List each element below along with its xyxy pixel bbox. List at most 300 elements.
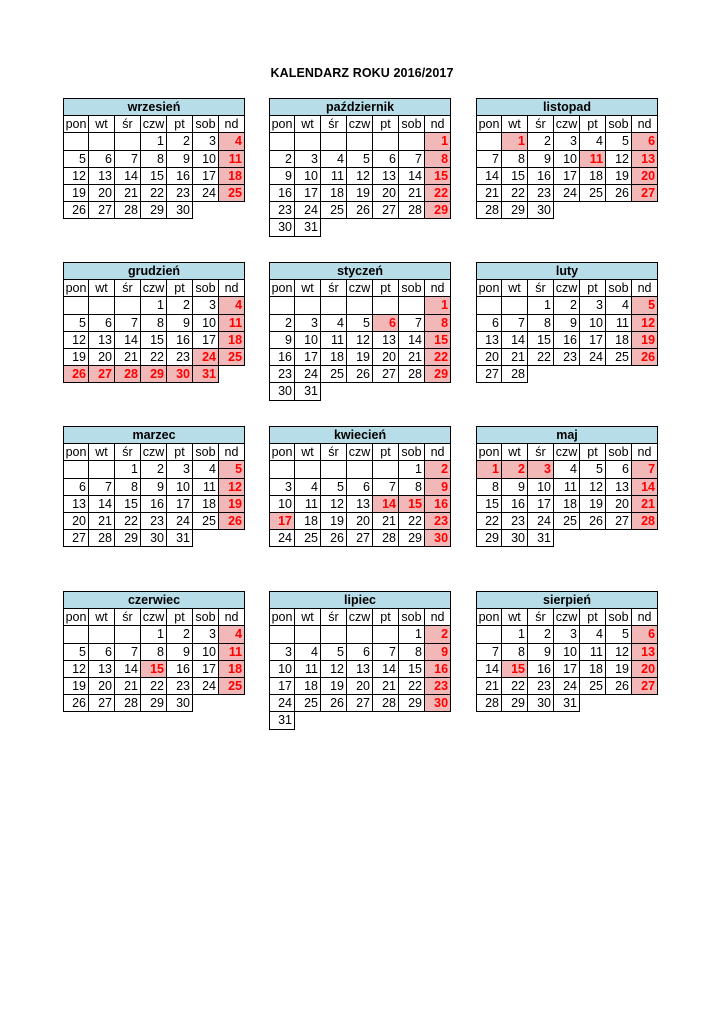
month-3 — [63, 262, 245, 383]
day-cell: 31 — [554, 695, 580, 712]
day-cell: 22 — [141, 184, 167, 201]
day-cell: 1 — [502, 626, 528, 643]
day-cell: 13 — [89, 167, 115, 184]
weekday-label: pt — [167, 280, 193, 297]
empty-cell — [373, 219, 399, 236]
day-cell: 9 — [528, 643, 554, 660]
day-cell: 18 — [554, 495, 580, 512]
empty-cell — [399, 219, 425, 236]
day-cell: 15 — [115, 495, 141, 512]
day-cell: 27 — [373, 366, 399, 383]
day-cell: 22 — [115, 512, 141, 529]
weekday-label: sob — [606, 444, 632, 461]
day-cell: 8 — [502, 643, 528, 660]
weekday-label: śr — [321, 280, 347, 297]
day-cell: 3 — [554, 133, 580, 150]
day-cell: 17 — [193, 167, 219, 184]
day-cell: 7 — [632, 461, 658, 478]
day-cell: 24 — [167, 512, 193, 529]
day-cell: 16 — [502, 495, 528, 512]
weekday-label: pon — [270, 116, 295, 133]
day-cell: 31 — [193, 366, 219, 383]
empty-cell — [580, 366, 606, 383]
day-cell: 16 — [554, 331, 580, 348]
day-cell: 18 — [219, 331, 245, 348]
weekday-label: czw — [141, 444, 167, 461]
day-cell: 11 — [580, 643, 606, 660]
weekday-label: czw — [554, 280, 580, 297]
day-cell: 16 — [528, 167, 554, 184]
day-cell: 20 — [373, 184, 399, 201]
day-cell: 30 — [167, 202, 193, 219]
day-cell: 19 — [606, 167, 632, 184]
day-cell: 25 — [295, 530, 321, 547]
day-cell: 25 — [580, 677, 606, 694]
day-cell: 1 — [141, 297, 167, 314]
day-cell: 4 — [321, 150, 347, 167]
day-cell: 11 — [219, 150, 245, 167]
weekday-label: nd — [632, 116, 658, 133]
month-9 — [63, 591, 245, 712]
month-2 — [476, 98, 658, 219]
day-cell: 4 — [295, 643, 321, 660]
day-cell: 6 — [477, 314, 502, 331]
day-cell: 8 — [502, 150, 528, 167]
weekday-label: sob — [399, 116, 425, 133]
day-cell: 20 — [477, 348, 502, 365]
day-cell: 15 — [141, 660, 167, 677]
month-name: lipiec — [270, 592, 451, 609]
month-10 — [269, 591, 451, 730]
day-cell: 30 — [141, 530, 167, 547]
day-cell: 12 — [64, 331, 89, 348]
day-cell: 27 — [632, 677, 658, 694]
weekday-label: wt — [502, 609, 528, 626]
empty-cell — [580, 695, 606, 712]
day-cell: 11 — [219, 643, 245, 660]
day-cell: 4 — [606, 297, 632, 314]
weekday-label: śr — [528, 444, 554, 461]
day-cell: 30 — [270, 219, 295, 236]
empty-cell — [89, 133, 115, 150]
day-cell: 10 — [295, 167, 321, 184]
day-cell: 26 — [64, 366, 89, 383]
day-cell: 9 — [167, 643, 193, 660]
day-cell: 20 — [632, 660, 658, 677]
day-cell: 11 — [295, 495, 321, 512]
day-cell: 7 — [373, 643, 399, 660]
weekday-label: pt — [167, 609, 193, 626]
empty-cell — [115, 133, 141, 150]
empty-cell — [64, 297, 89, 314]
weekday-label: pon — [64, 116, 89, 133]
weekday-label: pt — [373, 116, 399, 133]
weekday-label: śr — [115, 116, 141, 133]
empty-cell — [399, 383, 425, 400]
empty-cell — [399, 133, 425, 150]
day-cell: 13 — [347, 660, 373, 677]
weekday-label: czw — [141, 280, 167, 297]
day-cell: 11 — [606, 314, 632, 331]
day-cell: 31 — [270, 712, 295, 729]
day-cell: 9 — [167, 314, 193, 331]
day-cell: 14 — [399, 167, 425, 184]
day-cell: 18 — [295, 512, 321, 529]
day-cell: 28 — [502, 366, 528, 383]
day-cell: 5 — [347, 150, 373, 167]
empty-cell — [270, 297, 295, 314]
day-cell: 24 — [554, 677, 580, 694]
day-cell: 9 — [502, 478, 528, 495]
day-cell: 17 — [295, 184, 321, 201]
day-cell: 19 — [321, 512, 347, 529]
empty-cell — [373, 383, 399, 400]
day-cell: 2 — [528, 626, 554, 643]
empty-cell — [321, 133, 347, 150]
empty-cell — [477, 626, 502, 643]
day-cell: 6 — [64, 478, 89, 495]
weekday-label: nd — [425, 116, 451, 133]
day-cell: 22 — [502, 184, 528, 201]
day-cell: 14 — [399, 331, 425, 348]
weekday-label: czw — [141, 116, 167, 133]
day-cell: 7 — [477, 150, 502, 167]
day-cell: 5 — [580, 461, 606, 478]
day-cell: 8 — [141, 150, 167, 167]
day-cell: 21 — [115, 348, 141, 365]
day-cell: 11 — [193, 478, 219, 495]
month-name: listopad — [477, 99, 658, 116]
empty-cell — [477, 297, 502, 314]
day-cell: 3 — [167, 461, 193, 478]
day-cell: 13 — [373, 331, 399, 348]
day-cell: 31 — [295, 219, 321, 236]
day-cell: 7 — [399, 150, 425, 167]
day-cell: 20 — [347, 677, 373, 694]
day-cell: 10 — [528, 478, 554, 495]
empty-cell — [64, 461, 89, 478]
day-cell: 16 — [167, 331, 193, 348]
empty-cell — [347, 712, 373, 729]
day-cell: 24 — [193, 677, 219, 694]
day-cell: 12 — [321, 660, 347, 677]
day-cell: 5 — [632, 297, 658, 314]
weekday-label: czw — [141, 609, 167, 626]
day-cell: 27 — [477, 366, 502, 383]
day-cell: 1 — [502, 133, 528, 150]
weekday-label: pt — [373, 280, 399, 297]
day-cell: 1 — [141, 626, 167, 643]
day-cell: 14 — [477, 167, 502, 184]
weekday-label: wt — [295, 444, 321, 461]
day-cell: 3 — [193, 626, 219, 643]
day-cell: 2 — [167, 133, 193, 150]
empty-cell — [632, 366, 658, 383]
day-cell: 4 — [554, 461, 580, 478]
day-cell: 8 — [399, 643, 425, 660]
weekday-label: pt — [580, 444, 606, 461]
day-cell: 9 — [141, 478, 167, 495]
day-cell: 6 — [373, 150, 399, 167]
day-cell: 27 — [64, 530, 89, 547]
empty-cell — [321, 626, 347, 643]
weekday-label: wt — [502, 280, 528, 297]
day-cell: 27 — [632, 184, 658, 201]
day-cell: 7 — [115, 643, 141, 660]
empty-cell — [115, 626, 141, 643]
weekday-label: pt — [167, 116, 193, 133]
day-cell: 25 — [580, 184, 606, 201]
month-name: sierpień — [477, 592, 658, 609]
month-0 — [63, 98, 245, 219]
day-cell: 15 — [141, 331, 167, 348]
weekday-label: sob — [606, 116, 632, 133]
day-cell: 25 — [321, 366, 347, 383]
day-cell: 27 — [89, 366, 115, 383]
weekday-label: śr — [528, 116, 554, 133]
day-cell: 16 — [270, 184, 295, 201]
day-cell: 12 — [632, 314, 658, 331]
page-title: KALENDARZ ROKU 2016/2017 — [270, 66, 454, 80]
month-5 — [476, 262, 658, 383]
empty-cell — [219, 695, 245, 712]
day-cell: 1 — [399, 626, 425, 643]
day-cell: 15 — [528, 331, 554, 348]
month-name: kwiecień — [270, 427, 451, 444]
day-cell: 18 — [606, 331, 632, 348]
day-cell: 25 — [219, 184, 245, 201]
day-cell: 19 — [64, 184, 89, 201]
day-cell: 10 — [554, 150, 580, 167]
day-cell: 21 — [477, 677, 502, 694]
day-cell: 2 — [141, 461, 167, 478]
day-cell: 7 — [89, 478, 115, 495]
day-cell: 18 — [219, 167, 245, 184]
day-cell: 18 — [580, 660, 606, 677]
empty-cell — [606, 530, 632, 547]
day-cell: 15 — [425, 167, 451, 184]
weekday-label: sob — [193, 609, 219, 626]
empty-cell — [270, 133, 295, 150]
day-cell: 24 — [193, 184, 219, 201]
day-cell: 7 — [477, 643, 502, 660]
day-cell: 26 — [580, 512, 606, 529]
empty-cell — [193, 530, 219, 547]
empty-cell — [193, 202, 219, 219]
day-cell: 22 — [502, 677, 528, 694]
day-cell: 16 — [141, 495, 167, 512]
day-cell: 14 — [502, 331, 528, 348]
empty-cell — [89, 626, 115, 643]
day-cell: 22 — [528, 348, 554, 365]
day-cell: 25 — [219, 348, 245, 365]
month-7 — [269, 426, 451, 547]
day-cell: 8 — [141, 314, 167, 331]
day-cell: 23 — [270, 202, 295, 219]
day-cell: 4 — [580, 626, 606, 643]
day-cell: 2 — [167, 297, 193, 314]
day-cell: 4 — [219, 133, 245, 150]
day-cell: 21 — [477, 184, 502, 201]
day-cell: 20 — [606, 495, 632, 512]
weekday-label: pt — [580, 609, 606, 626]
weekday-label: pon — [270, 444, 295, 461]
weekday-label: nd — [632, 444, 658, 461]
weekday-label: pon — [64, 444, 89, 461]
weekday-label: nd — [219, 116, 245, 133]
day-cell: 3 — [295, 314, 321, 331]
day-cell: 28 — [399, 366, 425, 383]
empty-cell — [554, 366, 580, 383]
weekday-label: wt — [89, 280, 115, 297]
weekday-label: śr — [115, 444, 141, 461]
day-cell: 13 — [64, 495, 89, 512]
day-cell: 5 — [321, 478, 347, 495]
day-cell: 20 — [632, 167, 658, 184]
day-cell: 13 — [632, 643, 658, 660]
weekday-label: sob — [606, 280, 632, 297]
day-cell: 23 — [141, 512, 167, 529]
day-cell: 23 — [270, 366, 295, 383]
month-name: styczeń — [270, 263, 451, 280]
day-cell: 13 — [477, 331, 502, 348]
day-cell: 7 — [502, 314, 528, 331]
day-cell: 22 — [425, 184, 451, 201]
day-cell: 2 — [425, 461, 451, 478]
day-cell: 8 — [477, 478, 502, 495]
day-cell: 29 — [477, 530, 502, 547]
month-name: grudzień — [64, 263, 245, 280]
day-cell: 10 — [295, 331, 321, 348]
empty-cell — [321, 219, 347, 236]
empty-cell — [321, 461, 347, 478]
empty-cell — [373, 461, 399, 478]
day-cell: 29 — [502, 202, 528, 219]
weekday-label: nd — [219, 444, 245, 461]
weekday-label: sob — [399, 444, 425, 461]
day-cell: 28 — [477, 202, 502, 219]
day-cell: 17 — [295, 348, 321, 365]
day-cell: 8 — [425, 314, 451, 331]
day-cell: 22 — [399, 677, 425, 694]
day-cell: 11 — [321, 331, 347, 348]
day-cell: 14 — [477, 660, 502, 677]
day-cell: 8 — [141, 643, 167, 660]
day-cell: 5 — [64, 150, 89, 167]
day-cell: 13 — [373, 167, 399, 184]
day-cell: 5 — [606, 133, 632, 150]
empty-cell — [347, 461, 373, 478]
weekday-label: sob — [399, 609, 425, 626]
weekday-label: pon — [64, 609, 89, 626]
month-1 — [269, 98, 451, 237]
day-cell: 9 — [425, 478, 451, 495]
day-cell: 14 — [89, 495, 115, 512]
day-cell: 15 — [477, 495, 502, 512]
day-cell: 29 — [141, 366, 167, 383]
day-cell: 15 — [399, 660, 425, 677]
day-cell: 19 — [606, 660, 632, 677]
day-cell: 29 — [425, 202, 451, 219]
weekday-label: wt — [295, 116, 321, 133]
day-cell: 26 — [321, 695, 347, 712]
day-cell: 30 — [167, 366, 193, 383]
month-6 — [63, 426, 245, 547]
empty-cell — [606, 695, 632, 712]
day-cell: 4 — [580, 133, 606, 150]
day-cell: 19 — [580, 495, 606, 512]
empty-cell — [373, 712, 399, 729]
empty-cell — [115, 297, 141, 314]
empty-cell — [321, 297, 347, 314]
day-cell: 8 — [528, 314, 554, 331]
day-cell: 21 — [632, 495, 658, 512]
day-cell: 12 — [606, 150, 632, 167]
weekday-label: sob — [399, 280, 425, 297]
empty-cell — [477, 133, 502, 150]
day-cell: 6 — [89, 150, 115, 167]
weekday-label: czw — [347, 116, 373, 133]
day-cell: 19 — [347, 184, 373, 201]
day-cell: 19 — [632, 331, 658, 348]
empty-cell — [270, 626, 295, 643]
day-cell: 19 — [64, 677, 89, 694]
day-cell: 5 — [64, 314, 89, 331]
day-cell: 22 — [399, 512, 425, 529]
weekday-label: czw — [554, 609, 580, 626]
day-cell: 14 — [115, 167, 141, 184]
day-cell: 3 — [580, 297, 606, 314]
day-cell: 6 — [347, 478, 373, 495]
day-cell: 4 — [193, 461, 219, 478]
empty-cell — [321, 712, 347, 729]
day-cell: 7 — [373, 478, 399, 495]
day-cell: 13 — [606, 478, 632, 495]
month-name: maj — [477, 427, 658, 444]
weekday-label: pon — [477, 609, 502, 626]
month-name: marzec — [64, 427, 245, 444]
day-cell: 27 — [89, 202, 115, 219]
day-cell: 14 — [373, 660, 399, 677]
day-cell: 25 — [606, 348, 632, 365]
day-cell: 1 — [399, 461, 425, 478]
month-11 — [476, 591, 658, 712]
day-cell: 21 — [89, 512, 115, 529]
empty-cell — [347, 133, 373, 150]
day-cell: 26 — [64, 202, 89, 219]
day-cell: 14 — [632, 478, 658, 495]
day-cell: 24 — [295, 366, 321, 383]
day-cell: 18 — [193, 495, 219, 512]
day-cell: 9 — [528, 150, 554, 167]
day-cell: 7 — [115, 150, 141, 167]
day-cell: 28 — [115, 202, 141, 219]
day-cell: 28 — [632, 512, 658, 529]
day-cell: 5 — [219, 461, 245, 478]
day-cell: 26 — [347, 366, 373, 383]
day-cell: 17 — [580, 331, 606, 348]
weekday-label: czw — [554, 116, 580, 133]
weekday-label: pon — [64, 280, 89, 297]
weekday-label: pon — [270, 609, 295, 626]
day-cell: 2 — [554, 297, 580, 314]
day-cell: 22 — [425, 348, 451, 365]
day-cell: 29 — [425, 366, 451, 383]
weekday-label: śr — [321, 609, 347, 626]
empty-cell — [347, 626, 373, 643]
weekday-label: nd — [425, 609, 451, 626]
empty-cell — [373, 626, 399, 643]
